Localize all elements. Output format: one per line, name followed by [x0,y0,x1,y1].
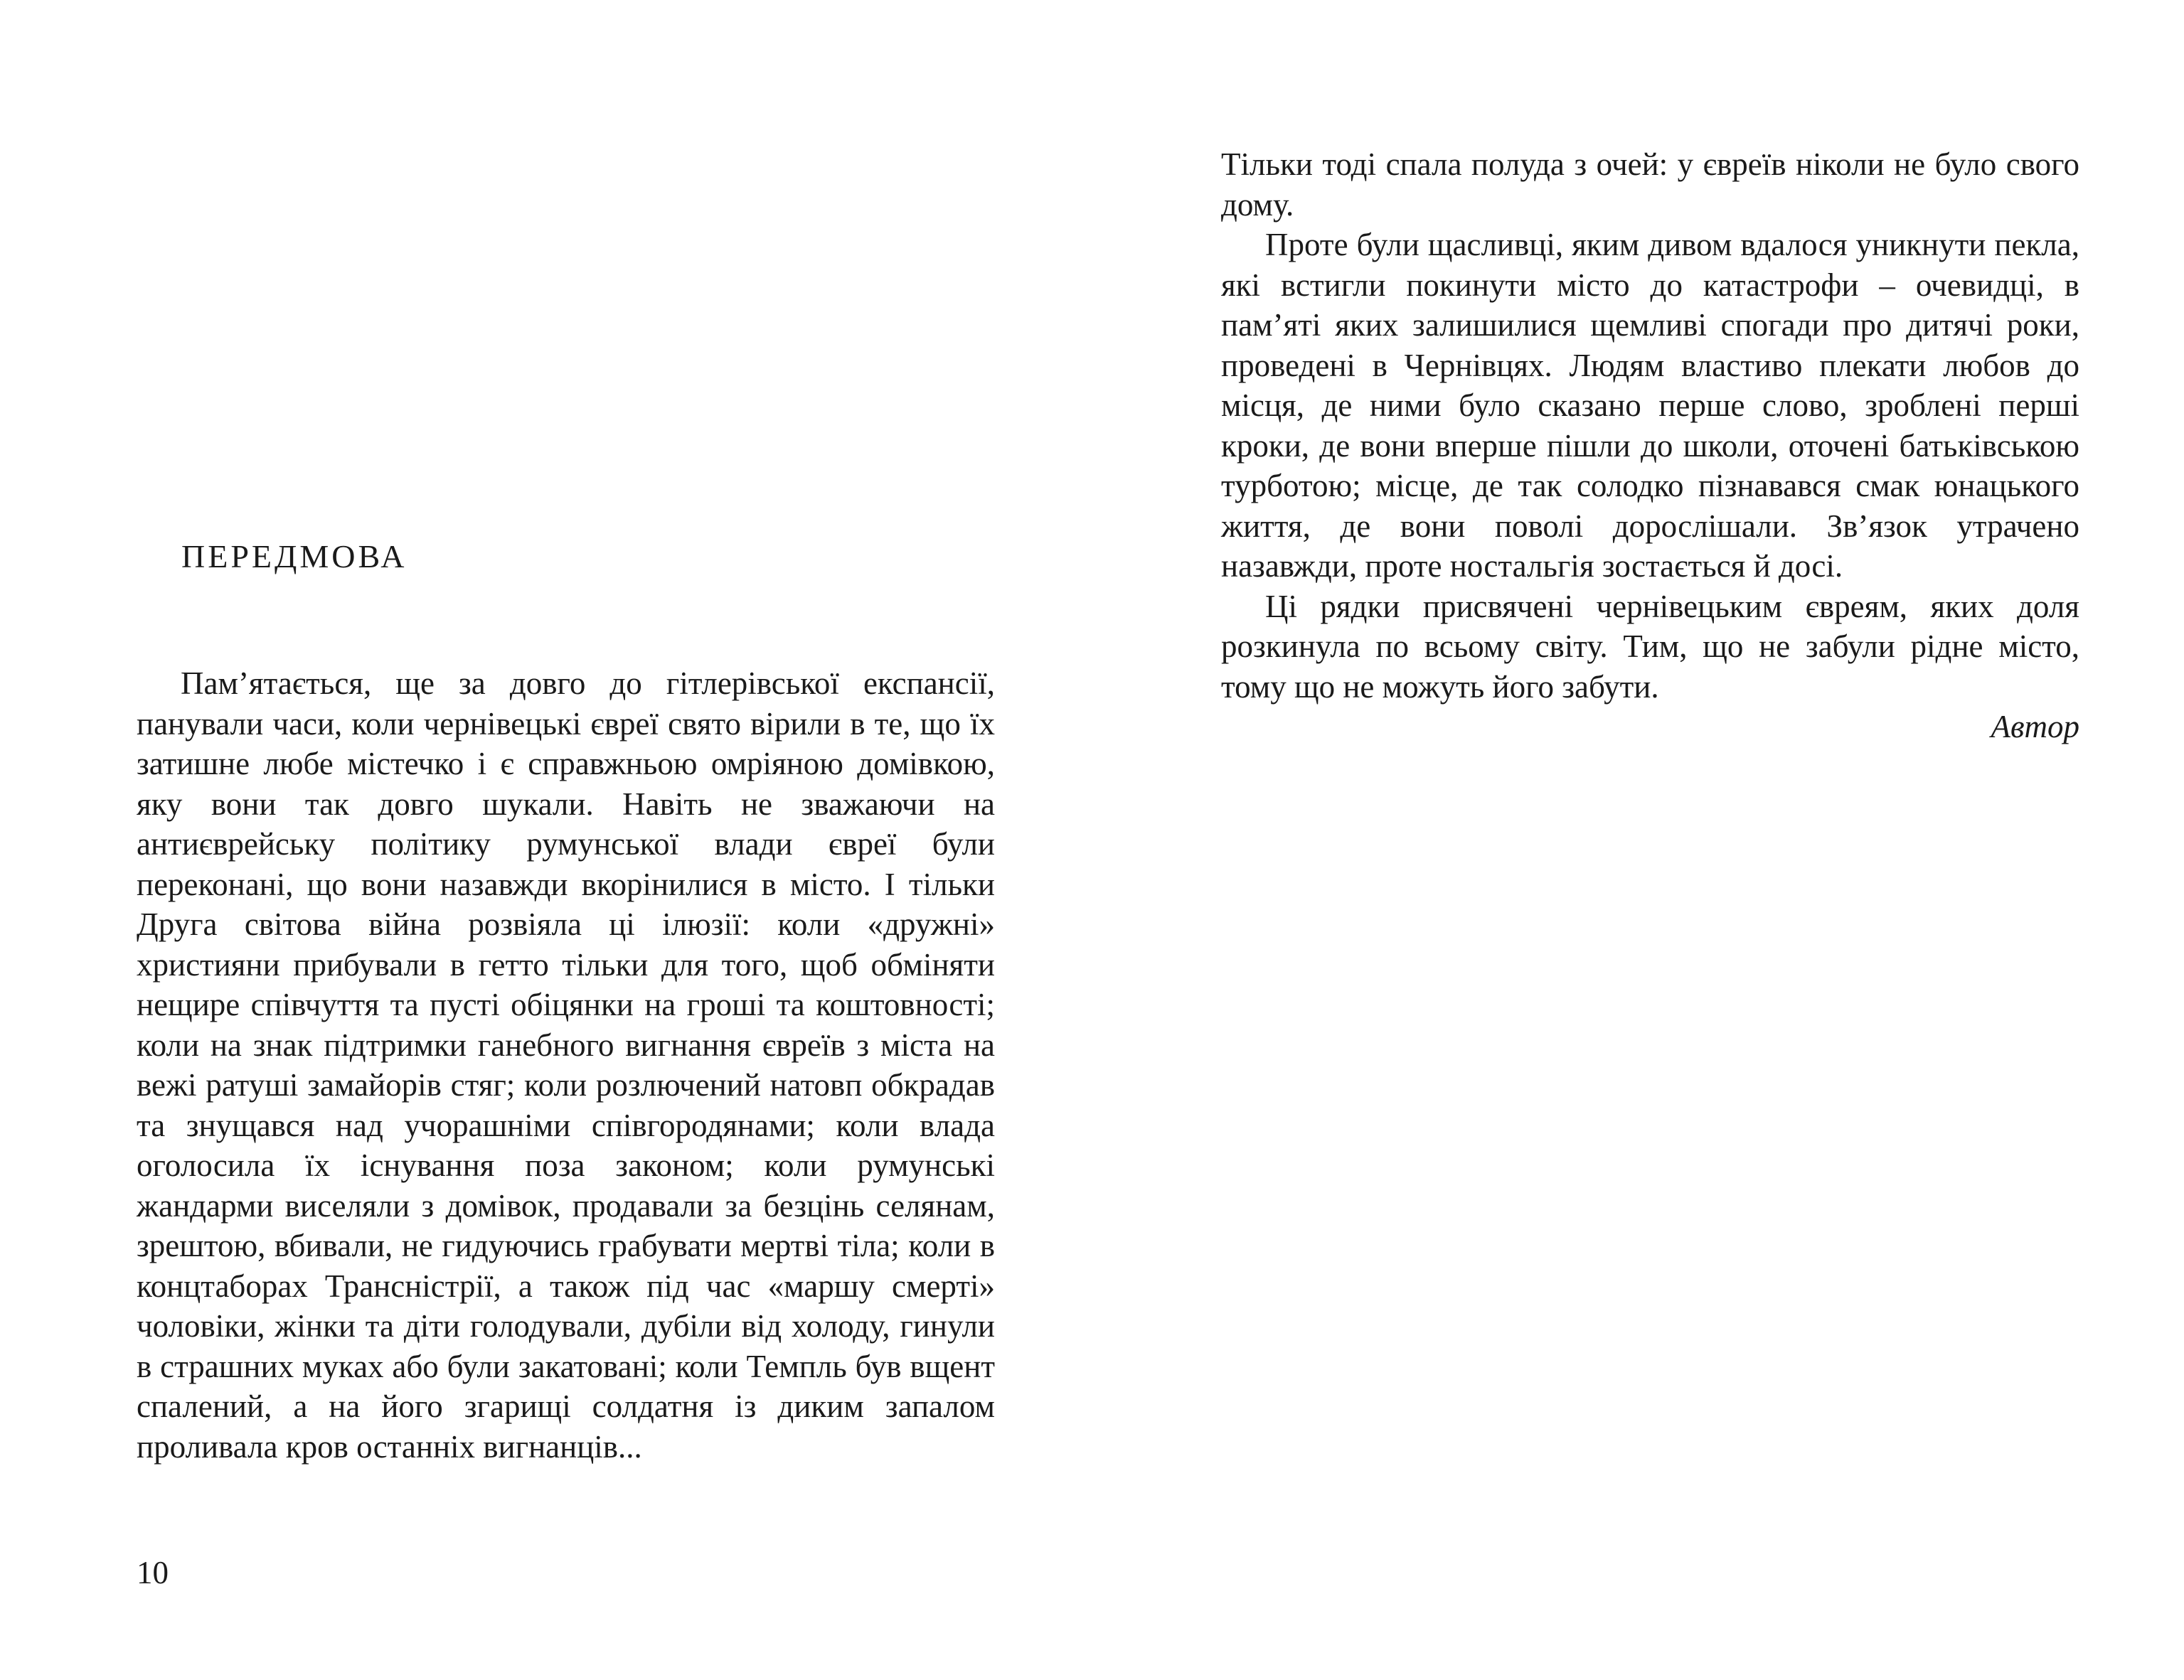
section-title: ПЕРЕДМОВА [181,538,407,574]
page-number: 10 [137,1555,169,1590]
author-signature: Автор [1991,709,2079,744]
foreword-paragraph-1: Пам’ятається, ще за довго до гітлерівської експансії, панували часи, коли чернівецькі євреї свято вірили в те, що їх затишне любе містечко і є справжньою омріяною домівкою, яку вони так довго шукали. Навіть не зважаючи на антиєврейську політику румунської влади євреї були переконані, що вони назавжди вкорінилися в місто. І тільки Друга світова війна розвіяла ці ілюзії: коли «дружні» християни прибували в гетто тільки для того, щоб обміняти нещире співчуття та пусті обіцянки на гроші та коштовності; коли на знак підтримки ганебного вигнання євреїв з міста на вежі ратуші замайорів стяг; коли розлючений натовп обкрадав та знущався над учорашніми співгородянами; коли влада оголосила їх існування поза законом; коли румунські жандарми виселяли з домівок, продавали за безцінь селянам, зрештою, вбивали, не гидуючись грабувати мертві тіла; коли в концтаборах Трансністрії, а також під час «маршу смерті» чоловіки, жінки та діти голодували, дубіли від холоду, гинули в страшних муках або були закатовані; коли Темпль був вщент спалений, а на його згарищі солдатня із диким запалом проливала кров останніх вигнанців... [137,665,995,1465]
right-text-column [1221,144,2079,747]
foreword-paragraph-4: Ці рядки присвячені чернівецьким євреям, яких доля розкинула по всьому світу. Тим, що не забули рідне місто, тому що не можуть його забути. [1221,588,2079,705]
left-text-column [137,663,995,1467]
right-page [1092,0,2184,1680]
foreword-paragraph-2: Тільки тоді спала полуда з очей: у євреїв ніколи не було свого дому. [1221,146,2079,223]
foreword-paragraph-3: Проте були щасливці, яким дивом вдалося уникнути пекла, які встигли покинути місто до катастрофи – очевидці, в пам’яті яких залишилися щемливі спогади про дитячі роки, проведені в Чернівцях. Людям властиво плекати любов до місця, де ними було сказано перше слово, зроблені перші кроки, де вони вперше пішли до школи, оточені батьківською турботою; місце, де так солодко пізнавався смак юнацького життя, де вони поволі дорослішали. Зв’язок утрачено назавжди, проте ностальгія зостається й досі. [1221,227,2079,584]
